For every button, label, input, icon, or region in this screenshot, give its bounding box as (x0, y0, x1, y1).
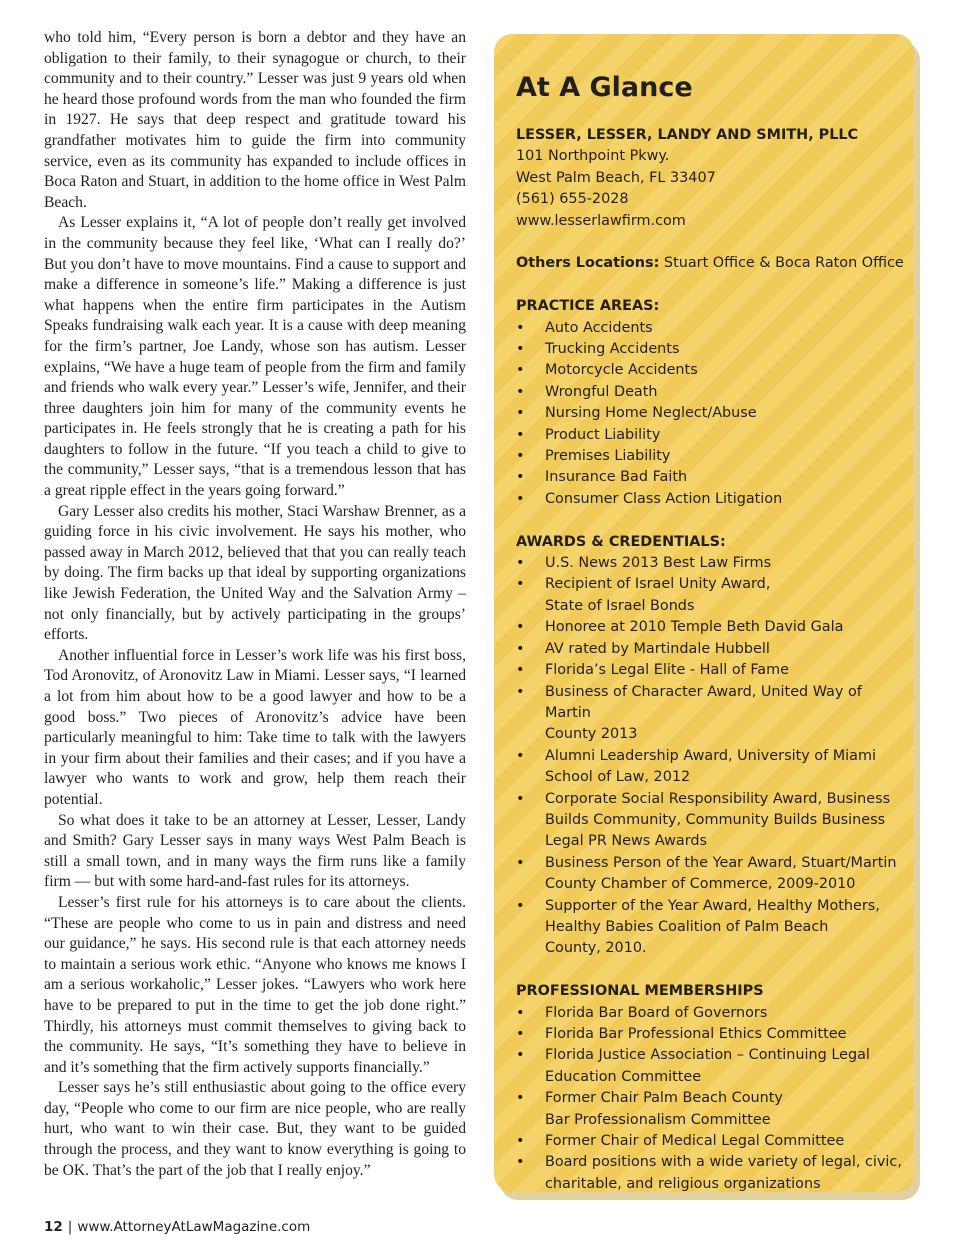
list-item-text: Healthy Babies Coalition of Palm Beach (545, 918, 829, 935)
spacer (516, 275, 906, 296)
list-item (516, 339, 906, 360)
memberships-list (516, 1003, 906, 1196)
list-item-text: Business of Character Award, United Way of Martin (545, 683, 862, 721)
practice-areas-heading: PRACTICE AREAS: (516, 298, 660, 315)
bullet-icon: • (516, 448, 525, 465)
list-item (516, 446, 906, 467)
list-item-text: Florida Bar Professional Ethics Committee (545, 1026, 847, 1042)
list-item (516, 1131, 906, 1152)
article-paragraph: Gary Lesser also credits his mother, Staci Warshaw Brenner, as a guiding force in his civic involvement. He says his mother, who passed away in March 2012, believed that that you can really teach by doing. The firm backs up that ideal by supporting organizations like Jewish Federation, the United Way and the Salvation Army – not only financially, but by actively participating in the groups’ efforts. (44, 502, 466, 644)
other-locations (516, 253, 906, 274)
list-item-text: Bar Professionalism Committee (545, 1111, 771, 1128)
list-item (516, 896, 906, 960)
bullet-icon: • (516, 662, 525, 679)
bullet-icon: • (516, 1133, 525, 1150)
bullet-icon: • (516, 1047, 525, 1064)
list-item (516, 1088, 906, 1131)
bullet-icon: • (516, 790, 525, 807)
other-locations-label: Others Locations: (516, 255, 660, 272)
list-item-text: Motorcycle Accidents (545, 362, 698, 379)
list-item (516, 1003, 906, 1024)
article-paragraph: Lesser’s first rule for his attorneys is to care about the clients. “These are people who come to us in pain and distress and need our guidance,” he says. His second rule is that each attorney needs to maintain a serious work ethic. “Anyone who knows me knows I am a serious workaholic,” Lesser jokes. “Lawyers who work here have to be prepared to put in the time to get the job done right.” Thirdly, his attorneys must commit themselves to giving back to the community. He says, “It’s something they have to believe in and it’s something that the firm actively supports financially.” (44, 893, 466, 1076)
article-paragraph: So what does it take to be an attorney at Lesser, Lesser, Landy and Smith? Gary Lesser says in many ways West Palm Beach is still a small town, and in many ways the firm runs like a family firm — but with some hard-and-fast rules for its attorneys. (44, 811, 466, 891)
bullet-icon: • (516, 405, 525, 422)
list-item (516, 553, 906, 574)
list-item (516, 467, 906, 488)
firm-address-line1: 101 Northpoint Pkwy. (516, 148, 670, 165)
list-item (516, 1045, 906, 1088)
list-item-text: Product Liability (545, 426, 661, 443)
bullet-icon: • (516, 469, 525, 486)
firm-address-line2: West Palm Beach, FL 33407 (516, 169, 716, 186)
firm-phone: (561) 655-2028 (516, 191, 629, 208)
firm-name: LESSER, LESSER, LANDY AND SMITH, PLLC (516, 127, 859, 143)
list-item-text: Nursing Home Neglect/Abuse (545, 405, 757, 422)
list-item (516, 318, 906, 339)
bullet-icon: • (516, 897, 525, 914)
list-item-text: Auto Accidents (545, 319, 653, 336)
list-item-text: Board positions with a wide variety of legal, civic, (545, 1154, 902, 1171)
list-item-text: Insurance Bad Faith (545, 469, 688, 486)
page-number: 12 (44, 1219, 63, 1235)
bullet-icon: • (516, 383, 525, 400)
bullet-icon: • (516, 747, 525, 764)
article-paragraph: As Lesser explains it, “A lot of people don’t really get involved in the community because they feel like, ‘What can I really do?’ But you don’t have to move mountains. Find a cause to support and make a difference in someone’s life.” Making a difference is just what happens when the entire firm participates in the Autism Speaks fundraising walk each year. It is a cause with deep meaning for the firm’s partner, Joe Landy, whose son has autism. Lesser explains, “We have a huge team of people from the firm and family and friends who walk every year.” Lesser’s wife, Jennifer, and their three daughters join him for many of the community events he participates in. He feels strongly that he is creating a path for his daughters to follow in the future. “If you teach a child to give to the community,” Lesser says, “that is a tremendous lesson that has a great ripple effect in the years going forward.” (44, 214, 466, 500)
list-item (516, 853, 906, 896)
bullet-icon: • (516, 426, 525, 443)
list-item-text: U.S. News 2013 Best Law Firms (545, 555, 772, 572)
list-item (516, 639, 906, 660)
footer-url: www.AttorneyAtLawMagazine.com (77, 1219, 311, 1235)
other-locations-value: Stuart Office & Boca Raton Office (659, 255, 904, 272)
spacer (516, 960, 906, 981)
bullet-icon: • (516, 683, 525, 700)
list-item-text: Consumer Class Action Litigation (545, 490, 783, 507)
list-item-text: Honoree at 2010 Temple Beth David Gala (545, 619, 844, 636)
practice-areas-list (516, 318, 906, 511)
memberships-heading: PROFESSIONAL MEMBERSHIPS (516, 983, 764, 1000)
list-item-text: Florida Justice Association – Continuing Legal (545, 1047, 870, 1064)
article-column (44, 28, 466, 1181)
list-item-text: Florida’s Legal Elite - Hall of Fame (545, 662, 789, 679)
list-item (516, 574, 906, 617)
bullet-icon: • (516, 1026, 525, 1042)
list-item-text: Former Chair of Medical Legal Committee (545, 1133, 845, 1150)
spacer (516, 510, 906, 531)
list-item-text: Supporter of the Year Award, Healthy Mothers, (545, 897, 880, 914)
list-item-text: Wrongful Death (545, 383, 658, 400)
list-item-text: County Chamber of Commerce, 2009-2010 (545, 876, 856, 893)
bullet-icon: • (516, 341, 525, 358)
list-item-text: County 2013 (545, 726, 638, 743)
list-item (516, 660, 906, 681)
list-item-text: State of Israel Bonds (545, 597, 695, 614)
list-item-text: Recipient of Israel Unity Award, (545, 576, 771, 593)
list-item-text: School of Law, 2012 (545, 769, 691, 786)
list-item-text: AV rated by Martindale Hubbell (545, 640, 770, 657)
bullet-icon: • (516, 490, 525, 507)
list-item (516, 1152, 906, 1195)
footer-separator: | (67, 1219, 73, 1235)
bullet-icon: • (516, 555, 525, 572)
bullet-icon: • (516, 1154, 525, 1171)
list-item-text: Trucking Accidents (545, 341, 680, 358)
article-paragraph: who told him, “Every person is born a debtor and they have an obligation to their family, to their synagogue or church, to their community and to their country.” Lesser was just 9 years old when he heard those profound words from the man who founded the firm in 1927. He says that deep respect and gratitude toward his grandfather motivates him to guide the firm into community service, even as its community has expanded to include offices in Boca Raton and Stuart, in addition to the home office in West Palm Beach. (44, 29, 466, 211)
bullet-icon: • (516, 362, 525, 379)
list-item (516, 382, 906, 403)
list-item (516, 1024, 906, 1045)
bullet-icon: • (516, 319, 525, 336)
bullet-icon: • (516, 640, 525, 657)
article-paragraph: Lesser says he’s still enthusiastic about going to the office every day, “People who come to our firm are nice people, who are really hurt, who want to win their case. But, they want to be guided through the process, and they want to know everything is going to be OK. That’s the part of the job that I really enjoy.” (44, 1079, 466, 1179)
list-item-text: Florida Bar Board of Governors (545, 1004, 768, 1021)
list-item-text: Former Chair Palm Beach County (545, 1090, 783, 1107)
sidebar-title: At A Glance (516, 72, 693, 103)
bullet-icon: • (516, 619, 525, 636)
bullet-icon: • (516, 854, 525, 871)
list-item-text: Alumni Leadership Award, University of Miami (545, 747, 876, 764)
page-footer (44, 1219, 310, 1235)
at-a-glance-sidebar (494, 34, 914, 1192)
bullet-icon: • (516, 576, 525, 593)
article-paragraph: Another influential force in Lesser’s work life was his first boss, Tod Aronovitz, of Aronovitz Law in Miami. Lesser says, “I learned a lot from him about how to be a good lawyer and how to be a good boss.” Two pieces of Aronovitz’s advice have been particularly meaningful to him: Take time to talk with the lawyers in your firm about their families and their cases; and if you have a lawyer who wants to work and grow, help them reach their potential. (44, 646, 466, 808)
list-item (516, 360, 906, 381)
list-item (516, 746, 906, 789)
list-item-text: Education Committee (545, 1068, 702, 1085)
list-item-text: Business Person of the Year Award, Stuart/Martin (545, 854, 897, 871)
list-item (516, 682, 906, 746)
spacer (516, 232, 906, 253)
list-item-text: Premises Liability (545, 448, 671, 465)
list-item-text: County, 2010. (545, 940, 647, 957)
list-item (516, 403, 906, 424)
list-item (516, 425, 906, 446)
list-item-text: charitable, and religious organizations (545, 1175, 821, 1192)
list-item-text: Builds Community, Community Builds Business (545, 811, 886, 828)
sidebar-content (516, 68, 906, 1195)
list-item (516, 789, 906, 853)
awards-heading: AWARDS & CREDENTIALS: (516, 533, 726, 550)
firm-website: www.lesserlawfirm.com (516, 212, 686, 229)
list-item (516, 617, 906, 638)
bullet-icon: • (516, 1004, 525, 1021)
list-item-text: Corporate Social Responsibility Award, Business (545, 790, 891, 807)
list-item (516, 489, 906, 510)
awards-list (516, 553, 906, 960)
bullet-icon: • (516, 1090, 525, 1107)
list-item-text: Legal PR News Awards (545, 833, 707, 850)
